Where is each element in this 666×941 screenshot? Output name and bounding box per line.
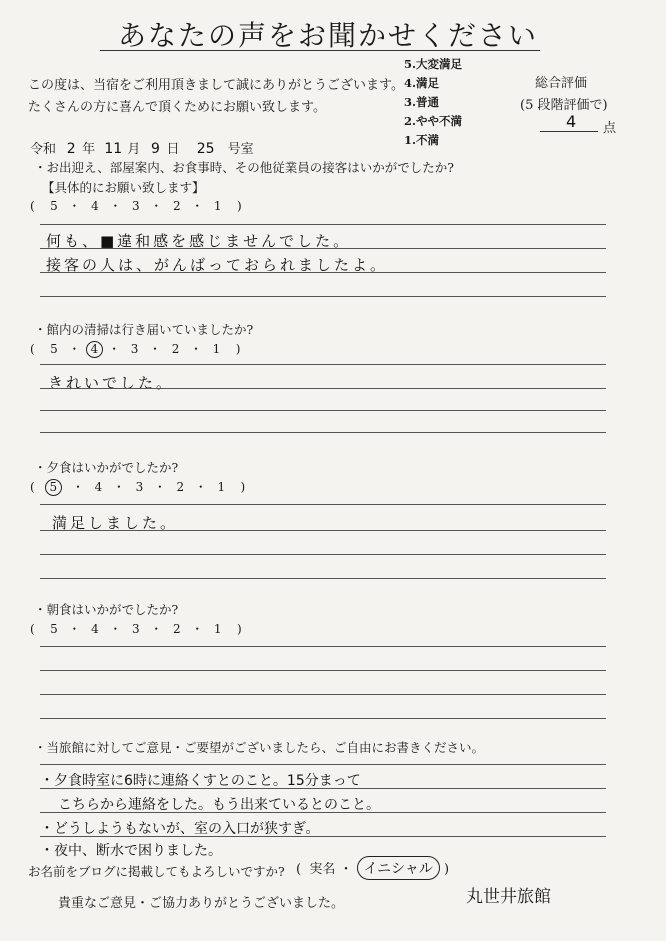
q2-rating xyxy=(30,340,241,358)
rating-open: ( xyxy=(30,342,36,356)
rating-3: 3 xyxy=(132,622,141,636)
answer-line xyxy=(40,364,606,365)
answer-line xyxy=(40,764,606,765)
overall-label: 総合評価 xyxy=(535,76,588,91)
scale-5: 5.大変満足 xyxy=(404,57,463,71)
answer-line xyxy=(40,272,606,273)
scale-2: 2.やや不満 xyxy=(404,114,463,128)
rating-close: ) xyxy=(235,342,242,356)
answer-line xyxy=(40,578,606,579)
q2-answer-1: きれいでした。 xyxy=(48,374,175,392)
q2-question: ・館内の清掃は行き届いていましたか? xyxy=(34,322,254,337)
scale-1: 1.不満 xyxy=(404,133,440,147)
room-suffix: 号室 xyxy=(227,142,254,157)
rating-dot: ・ xyxy=(112,480,126,494)
rating-dot: ・ xyxy=(68,622,82,636)
answer-line xyxy=(40,788,606,789)
title-underline xyxy=(100,50,540,51)
answer-line xyxy=(40,248,606,249)
room-number: 25 xyxy=(196,141,215,157)
q5-answer-2: こちらから連絡をした。もう出来ているとのこと。 xyxy=(58,797,380,813)
answer-line xyxy=(40,554,606,555)
answer-line xyxy=(40,836,606,837)
date-year: 2 xyxy=(66,141,76,157)
blog-sep: ・ xyxy=(339,862,353,877)
rating-1: 1 xyxy=(213,622,223,636)
rating-dot: ・ xyxy=(150,199,164,213)
answer-line xyxy=(40,718,606,719)
page-title: あなたの声をお聞かせください xyxy=(118,19,539,52)
q5-answer-4: ・夜中、断水で困りました。 xyxy=(40,843,222,859)
rating-close: ) xyxy=(236,199,243,213)
overall-value: 4 xyxy=(566,112,577,131)
q1-answer-2: 接客の人は、がんばっておられましたよ。 xyxy=(46,256,389,274)
blog-open: ( xyxy=(296,862,302,877)
rating-3: 3 xyxy=(130,342,140,356)
rating-2: 2 xyxy=(171,342,181,356)
rating-4: 4 xyxy=(91,622,100,636)
rating-dot: ・ xyxy=(149,342,163,356)
answer-line xyxy=(40,646,606,647)
rating-dot: ・ xyxy=(191,199,205,213)
answer-line xyxy=(40,504,606,505)
answer-line xyxy=(40,812,606,813)
rating-3: 3 xyxy=(135,480,145,494)
overall-unit: 点 xyxy=(603,121,617,136)
overall-underline xyxy=(540,131,598,132)
rating-5: 5 xyxy=(50,622,59,636)
q5-question: ・当旅館に対してご意見・ご要望がございましたら、ご自由にお書きください。 xyxy=(34,740,485,755)
rating-dot: ・ xyxy=(153,480,167,494)
blog-close: ) xyxy=(443,862,450,877)
date-month: 11 xyxy=(104,141,123,157)
rating-2: 2 xyxy=(176,480,186,494)
rating-dot: ・ xyxy=(68,342,82,356)
blog-initial-selected: イニシャル xyxy=(357,856,440,880)
overall-sub: (5 段階評価で) xyxy=(520,98,608,113)
answer-line xyxy=(40,530,606,531)
date-month-suffix: 月 xyxy=(127,142,141,157)
rating-dot: ・ xyxy=(150,622,164,636)
ryokan-name: 丸世井旅館 xyxy=(466,887,551,907)
q5-answer-3: ・どうしようもないが、室の入口が狭すぎ。 xyxy=(40,821,320,837)
rating-dot: ・ xyxy=(189,342,203,356)
rating-3: 3 xyxy=(132,199,141,213)
rating-5: 5 xyxy=(50,342,59,356)
rating-close: ) xyxy=(240,480,247,494)
date-row xyxy=(30,138,254,157)
q3-rating xyxy=(30,478,246,496)
rating-1: 1 xyxy=(213,199,223,213)
rating-close: ) xyxy=(236,622,243,636)
footer-thanks: 貴重なご意見・ご協力ありがとうございました。 xyxy=(58,896,345,911)
rating-4-selected: 4 xyxy=(86,341,103,358)
q3-answer-1: 満足しました。 xyxy=(52,514,179,532)
date-year-suffix: 年 xyxy=(82,142,96,157)
rating-dot: ・ xyxy=(194,480,208,494)
rating-dot: ・ xyxy=(68,199,82,213)
rating-2: 2 xyxy=(172,199,182,213)
scale-3: 3.普通 xyxy=(404,95,440,109)
rating-dot: ・ xyxy=(71,480,85,494)
rating-dot: ・ xyxy=(191,622,205,636)
date-day-suffix: 日 xyxy=(166,142,180,157)
answer-line xyxy=(40,670,606,671)
q1-rating xyxy=(30,197,243,214)
answer-line xyxy=(40,432,606,433)
rating-5-selected: 5 xyxy=(45,479,62,496)
rating-2: 2 xyxy=(172,622,182,636)
q1-answer-1: 何も、■違和感を感じませんでした。 xyxy=(46,232,352,250)
answer-line xyxy=(40,694,606,695)
answer-line xyxy=(40,410,606,411)
rating-4: 4 xyxy=(94,480,104,494)
blog-options xyxy=(296,856,449,880)
answer-line xyxy=(40,388,606,389)
answer-line xyxy=(40,296,606,297)
rating-5: 5 xyxy=(50,199,59,213)
blog-real-name: 実名 xyxy=(309,862,336,877)
rating-open: ( xyxy=(30,622,36,636)
blog-question: お名前をブログに掲載してもよろしいですか? xyxy=(28,864,285,879)
rating-dot: ・ xyxy=(109,622,123,636)
rating-dot: ・ xyxy=(108,342,122,356)
q4-rating xyxy=(30,620,243,637)
intro-line-1: この度は、当宿をご利用頂きまして誠にありがとうございます。 xyxy=(28,78,404,93)
q1-note: 【具体的にお願い致します】 xyxy=(42,180,205,195)
intro-line-2: たくさんの方に喜んで頂くためにお願い致します。 xyxy=(28,100,326,115)
scale-4: 4.満足 xyxy=(404,76,440,90)
q1-question: ・お出迎え、部屋案内、お食事時、その他従業員の接客はいかがでしたか? xyxy=(34,160,454,175)
date-day: 9 xyxy=(151,141,160,157)
q5-answer-1: ・夕食時室に6時に連絡くすとのこと。15分まって xyxy=(40,773,361,789)
rating-4: 4 xyxy=(91,199,100,213)
rating-1: 1 xyxy=(212,342,222,356)
answer-line xyxy=(40,224,606,225)
date-era: 令和 xyxy=(30,142,57,157)
q3-question: ・夕食はいかがでしたか? xyxy=(34,460,179,475)
rating-open: ( xyxy=(30,199,36,213)
rating-dot: ・ xyxy=(109,199,123,213)
rating-1: 1 xyxy=(217,480,227,494)
rating-open: ( xyxy=(30,480,36,494)
q4-question: ・朝食はいかがでしたか? xyxy=(34,602,179,617)
